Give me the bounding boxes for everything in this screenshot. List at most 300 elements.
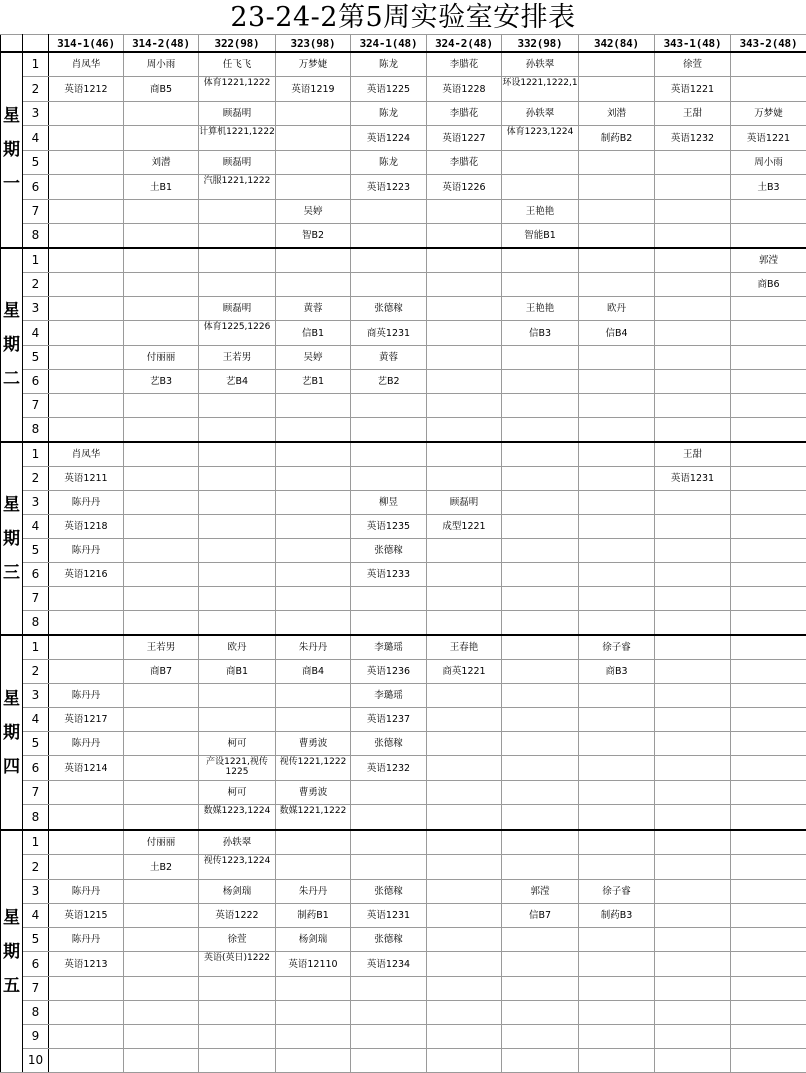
- schedule-cell: 曹勇波: [276, 781, 351, 805]
- schedule-cell: [579, 248, 655, 273]
- schedule-cell: [427, 756, 502, 781]
- schedule-cell: [351, 805, 427, 831]
- schedule-cell: [199, 563, 276, 587]
- schedule-cell: [427, 830, 502, 855]
- schedule-cell: 任飞飞: [199, 52, 276, 77]
- schedule-cell: [655, 418, 731, 443]
- schedule-cell: [655, 175, 731, 200]
- schedule-cell: [199, 394, 276, 418]
- schedule-cell: 英语1231: [655, 467, 731, 491]
- schedule-cell: [124, 273, 199, 297]
- schedule-cell: 王艳艳: [502, 297, 579, 321]
- schedule-cell: [276, 684, 351, 708]
- schedule-cell: [731, 708, 806, 732]
- schedule-cell: [199, 442, 276, 467]
- schedule-cell: [276, 491, 351, 515]
- period-number: 6: [23, 175, 49, 200]
- schedule-cell: [731, 515, 806, 539]
- schedule-cell: [579, 175, 655, 200]
- schedule-cell: [199, 248, 276, 273]
- schedule-cell: 英语1236: [351, 660, 427, 684]
- day-label-char: 五: [1, 969, 22, 1003]
- schedule-cell: [124, 467, 199, 491]
- schedule-cell: 孙轶翠: [199, 830, 276, 855]
- table-row: [1, 855, 806, 880]
- day-label-char: 期: [1, 133, 22, 167]
- schedule-cell: [199, 224, 276, 249]
- period-number: 4: [23, 321, 49, 346]
- period-number: 6: [23, 370, 49, 394]
- day-label-char: 期: [1, 328, 22, 362]
- schedule-cell: [427, 539, 502, 563]
- schedule-cell: 陈龙: [351, 102, 427, 126]
- schedule-cell: 信B7: [502, 904, 579, 928]
- schedule-cell: 王春艳: [427, 635, 502, 660]
- table-row: [1, 346, 806, 370]
- schedule-cell: [427, 855, 502, 880]
- schedule-cell: 制药B2: [579, 126, 655, 151]
- schedule-cell: [49, 102, 124, 126]
- period-number: 2: [23, 855, 49, 880]
- schedule-cell: [124, 1001, 199, 1025]
- table-row: [1, 515, 806, 539]
- schedule-cell: [351, 830, 427, 855]
- period-number: 1: [23, 442, 49, 467]
- schedule-cell: [502, 635, 579, 660]
- schedule-cell: [49, 370, 124, 394]
- schedule-cell: [731, 635, 806, 660]
- schedule-cell: [502, 248, 579, 273]
- schedule-cell: [351, 418, 427, 443]
- room-header: 332(98): [502, 35, 579, 53]
- schedule-cell: 智能B1: [502, 224, 579, 249]
- schedule-cell: [731, 467, 806, 491]
- day-label-char: 星: [1, 99, 22, 133]
- schedule-cell: [124, 708, 199, 732]
- schedule-cell: [731, 952, 806, 977]
- schedule-cell: 艺B3: [124, 370, 199, 394]
- day-label-char: 四: [1, 750, 22, 784]
- schedule-cell: 英语1214: [49, 756, 124, 781]
- schedule-cell: [49, 394, 124, 418]
- schedule-cell: [124, 977, 199, 1001]
- schedule-cell: [655, 273, 731, 297]
- schedule-cell: [276, 126, 351, 151]
- schedule-cell: [199, 1001, 276, 1025]
- table-row: [1, 77, 806, 102]
- period-number: 5: [23, 346, 49, 370]
- schedule-cell: 张德稼: [351, 297, 427, 321]
- schedule-cell: [655, 781, 731, 805]
- table-row: [1, 660, 806, 684]
- schedule-cell: 李璐瑶: [351, 684, 427, 708]
- period-number: 5: [23, 539, 49, 563]
- schedule-cell: [655, 515, 731, 539]
- day-label-char: 星: [1, 682, 22, 716]
- schedule-cell: [124, 781, 199, 805]
- schedule-cell: [579, 952, 655, 977]
- schedule-cell: [276, 539, 351, 563]
- schedule-cell: 英语1232: [655, 126, 731, 151]
- schedule-cell: [579, 418, 655, 443]
- schedule-cell: 英语12110: [276, 952, 351, 977]
- schedule-cell: [49, 855, 124, 880]
- schedule-cell: 商B6: [731, 273, 806, 297]
- period-number: 2: [23, 273, 49, 297]
- schedule-cell: 顾磊明: [199, 297, 276, 321]
- schedule-cell: [427, 611, 502, 636]
- schedule-cell: [351, 394, 427, 418]
- schedule-cell: [124, 394, 199, 418]
- schedule-cell: 李腊花: [427, 151, 502, 175]
- schedule-cell: 艺B4: [199, 370, 276, 394]
- schedule-cell: [351, 442, 427, 467]
- schedule-cell: [502, 855, 579, 880]
- header-row: [1, 35, 806, 53]
- table-row: [1, 1001, 806, 1025]
- schedule-cell: 郭滢: [502, 880, 579, 904]
- schedule-cell: [351, 200, 427, 224]
- schedule-cell: [731, 684, 806, 708]
- schedule-cell: 商B1: [199, 660, 276, 684]
- schedule-cell: 肖凤华: [49, 52, 124, 77]
- period-number: 1: [23, 635, 49, 660]
- period-number: 4: [23, 126, 49, 151]
- schedule-cell: [427, 781, 502, 805]
- schedule-cell: [276, 102, 351, 126]
- schedule-cell: [655, 977, 731, 1001]
- schedule-cell: [276, 467, 351, 491]
- schedule-cell: 曹勇波: [276, 732, 351, 756]
- schedule-cell: [579, 467, 655, 491]
- table-row: [1, 126, 806, 151]
- schedule-cell: [731, 200, 806, 224]
- schedule-cell: [502, 830, 579, 855]
- schedule-cell: 欧丹: [199, 635, 276, 660]
- table-row: [1, 830, 806, 855]
- schedule-cell: [502, 1025, 579, 1049]
- schedule-cell: [427, 805, 502, 831]
- schedule-cell: 孙轶翠: [502, 52, 579, 77]
- schedule-cell: 徐子睿: [579, 880, 655, 904]
- schedule-cell: [124, 563, 199, 587]
- schedule-cell: [49, 126, 124, 151]
- schedule-cell: [49, 200, 124, 224]
- schedule-cell: [655, 224, 731, 249]
- schedule-cell: [731, 928, 806, 952]
- period-number: 2: [23, 77, 49, 102]
- schedule-cell: 英语1223: [351, 175, 427, 200]
- schedule-cell: [579, 151, 655, 175]
- schedule-cell: 英语1212: [49, 77, 124, 102]
- schedule-cell: [124, 928, 199, 952]
- schedule-cell: 视传1221,1222: [276, 756, 351, 781]
- schedule-cell: 张德稼: [351, 732, 427, 756]
- schedule-cell: 视传1223,1224: [199, 855, 276, 880]
- schedule-cell: [579, 977, 655, 1001]
- schedule-cell: [351, 1025, 427, 1049]
- schedule-cell: 商英1221: [427, 660, 502, 684]
- schedule-cell: [655, 370, 731, 394]
- schedule-cell: [655, 200, 731, 224]
- schedule-cell: 万梦婕: [276, 52, 351, 77]
- day-label-char: 期: [1, 716, 22, 750]
- schedule-cell: 陈丹丹: [49, 928, 124, 952]
- schedule-cell: [124, 587, 199, 611]
- schedule-cell: [579, 781, 655, 805]
- schedule-cell: 英语1218: [49, 515, 124, 539]
- schedule-cell: [276, 977, 351, 1001]
- table-row: [1, 273, 806, 297]
- table-row: [1, 635, 806, 660]
- schedule-cell: [731, 346, 806, 370]
- schedule-cell: [731, 539, 806, 563]
- schedule-cell: 陈丹丹: [49, 684, 124, 708]
- period-number: 5: [23, 732, 49, 756]
- schedule-cell: [199, 491, 276, 515]
- schedule-cell: [427, 224, 502, 249]
- schedule-cell: [731, 855, 806, 880]
- period-number: 10: [23, 1049, 49, 1073]
- schedule-cell: [124, 248, 199, 273]
- schedule-cell: [124, 805, 199, 831]
- schedule-cell: [579, 370, 655, 394]
- table-row: [1, 224, 806, 249]
- schedule-cell: [579, 708, 655, 732]
- schedule-cell: [655, 708, 731, 732]
- table-row: [1, 781, 806, 805]
- period-number: 4: [23, 904, 49, 928]
- schedule-cell: [199, 587, 276, 611]
- schedule-cell: 土B1: [124, 175, 199, 200]
- schedule-cell: [502, 684, 579, 708]
- schedule-cell: [731, 442, 806, 467]
- schedule-cell: [199, 684, 276, 708]
- schedule-cell: 王甜: [655, 442, 731, 467]
- schedule-cell: [427, 880, 502, 904]
- schedule-cell: [502, 515, 579, 539]
- schedule-cell: [655, 539, 731, 563]
- schedule-cell: [731, 660, 806, 684]
- schedule-cell: [579, 1001, 655, 1025]
- schedule-cell: 英语1216: [49, 563, 124, 587]
- schedule-cell: [502, 467, 579, 491]
- schedule-cell: 数媒1223,1224: [199, 805, 276, 831]
- schedule-cell: 制药B1: [276, 904, 351, 928]
- schedule-table: [0, 34, 806, 1073]
- schedule-cell: 张德稼: [351, 880, 427, 904]
- schedule-cell: 徐萱: [655, 52, 731, 77]
- room-header: 343-2(48): [731, 35, 806, 53]
- schedule-cell: 黄蓉: [276, 297, 351, 321]
- schedule-cell: [655, 684, 731, 708]
- schedule-cell: [655, 248, 731, 273]
- schedule-cell: [351, 273, 427, 297]
- period-number: 8: [23, 418, 49, 443]
- schedule-cell: [502, 273, 579, 297]
- schedule-cell: [655, 635, 731, 660]
- schedule-cell: 顾磊明: [199, 151, 276, 175]
- period-number: 2: [23, 660, 49, 684]
- schedule-cell: 刘潜: [124, 151, 199, 175]
- table-row: [1, 611, 806, 636]
- schedule-cell: 英语1232: [351, 756, 427, 781]
- schedule-cell: [502, 563, 579, 587]
- schedule-cell: [655, 151, 731, 175]
- schedule-cell: [655, 346, 731, 370]
- schedule-cell: [502, 1001, 579, 1025]
- schedule-cell: [124, 200, 199, 224]
- table-row: [1, 904, 806, 928]
- schedule-cell: [49, 587, 124, 611]
- schedule-cell: [731, 805, 806, 831]
- day-label-char: 星: [1, 901, 22, 935]
- schedule-cell: [731, 1049, 806, 1073]
- schedule-cell: [655, 952, 731, 977]
- schedule-cell: 杨剑瑞: [276, 928, 351, 952]
- schedule-cell: 英语1219: [276, 77, 351, 102]
- table-row: [1, 708, 806, 732]
- schedule-cell: 英语1221: [655, 77, 731, 102]
- schedule-cell: [49, 418, 124, 443]
- table-row: [1, 805, 806, 831]
- schedule-cell: [731, 491, 806, 515]
- schedule-cell: [502, 977, 579, 1001]
- schedule-cell: 商B7: [124, 660, 199, 684]
- schedule-cell: [502, 732, 579, 756]
- schedule-cell: [124, 611, 199, 636]
- schedule-cell: [579, 346, 655, 370]
- schedule-cell: [502, 756, 579, 781]
- schedule-cell: [579, 563, 655, 587]
- schedule-cell: [124, 515, 199, 539]
- schedule-cell: [427, 928, 502, 952]
- schedule-cell: [579, 805, 655, 831]
- schedule-cell: [199, 1025, 276, 1049]
- schedule-cell: [731, 611, 806, 636]
- schedule-cell: 英语1237: [351, 708, 427, 732]
- schedule-cell: [502, 660, 579, 684]
- table-row: [1, 418, 806, 443]
- schedule-cell: [124, 418, 199, 443]
- table-row: [1, 151, 806, 175]
- table-row: [1, 880, 806, 904]
- table-row: [1, 1049, 806, 1073]
- schedule-cell: 英语1217: [49, 708, 124, 732]
- schedule-cell: [655, 880, 731, 904]
- table-row: [1, 756, 806, 781]
- schedule-cell: [124, 321, 199, 346]
- schedule-cell: [731, 563, 806, 587]
- schedule-cell: [276, 175, 351, 200]
- schedule-cell: [655, 1001, 731, 1025]
- period-number: 6: [23, 756, 49, 781]
- schedule-cell: 信B1: [276, 321, 351, 346]
- schedule-cell: [655, 855, 731, 880]
- day-label-char: 期: [1, 522, 22, 556]
- schedule-cell: [502, 611, 579, 636]
- schedule-cell: [502, 587, 579, 611]
- table-row: [1, 732, 806, 756]
- schedule-cell: [579, 491, 655, 515]
- schedule-cell: [276, 855, 351, 880]
- room-header: 314-2(48): [124, 35, 199, 53]
- schedule-cell: [579, 52, 655, 77]
- period-number: 8: [23, 1001, 49, 1025]
- period-number: 3: [23, 880, 49, 904]
- schedule-cell: [427, 200, 502, 224]
- schedule-cell: [124, 102, 199, 126]
- schedule-cell: [579, 77, 655, 102]
- schedule-cell: 英语1226: [427, 175, 502, 200]
- schedule-cell: [124, 756, 199, 781]
- schedule-cell: 计算机1221,1222: [199, 126, 276, 151]
- schedule-cell: [49, 1049, 124, 1073]
- schedule-cell: 王若男: [124, 635, 199, 660]
- schedule-cell: 郭滢: [731, 248, 806, 273]
- period-number: 7: [23, 781, 49, 805]
- schedule-cell: 英语1215: [49, 904, 124, 928]
- schedule-cell: 欧丹: [579, 297, 655, 321]
- schedule-cell: 制药B3: [579, 904, 655, 928]
- schedule-cell: 英语1233: [351, 563, 427, 587]
- schedule-cell: [427, 684, 502, 708]
- schedule-cell: 商英1231: [351, 321, 427, 346]
- schedule-cell: [199, 273, 276, 297]
- schedule-cell: [502, 781, 579, 805]
- schedule-cell: [731, 977, 806, 1001]
- schedule-cell: 王甜: [655, 102, 731, 126]
- room-header: 322(98): [199, 35, 276, 53]
- schedule-cell: [49, 1001, 124, 1025]
- schedule-cell: [49, 635, 124, 660]
- schedule-cell: [124, 904, 199, 928]
- room-header: 323(98): [276, 35, 351, 53]
- schedule-cell: 英语1231: [351, 904, 427, 928]
- schedule-cell: [731, 394, 806, 418]
- schedule-cell: [655, 732, 731, 756]
- schedule-cell: [124, 952, 199, 977]
- schedule-cell: 陈龙: [351, 151, 427, 175]
- schedule-cell: [502, 928, 579, 952]
- schedule-cell: [199, 539, 276, 563]
- schedule-cell: 徐萱: [199, 928, 276, 952]
- schedule-cell: [49, 346, 124, 370]
- schedule-cell: [49, 977, 124, 1001]
- day-label-char: 三: [1, 556, 22, 590]
- room-header: 324-1(48): [351, 35, 427, 53]
- schedule-cell: 土B2: [124, 855, 199, 880]
- schedule-cell: [502, 708, 579, 732]
- schedule-cell: 体育1221,1222: [199, 77, 276, 102]
- schedule-cell: [199, 467, 276, 491]
- schedule-cell: [199, 708, 276, 732]
- schedule-cell: 土B3: [731, 175, 806, 200]
- schedule-cell: [199, 515, 276, 539]
- schedule-cell: [579, 928, 655, 952]
- table-row: [1, 200, 806, 224]
- period-number: 1: [23, 52, 49, 77]
- period-number: 3: [23, 684, 49, 708]
- schedule-cell: [655, 756, 731, 781]
- schedule-cell: [502, 394, 579, 418]
- schedule-cell: [579, 756, 655, 781]
- schedule-cell: [579, 855, 655, 880]
- table-row: [1, 102, 806, 126]
- schedule-cell: [655, 394, 731, 418]
- schedule-cell: [124, 732, 199, 756]
- schedule-cell: 英语1221: [731, 126, 806, 151]
